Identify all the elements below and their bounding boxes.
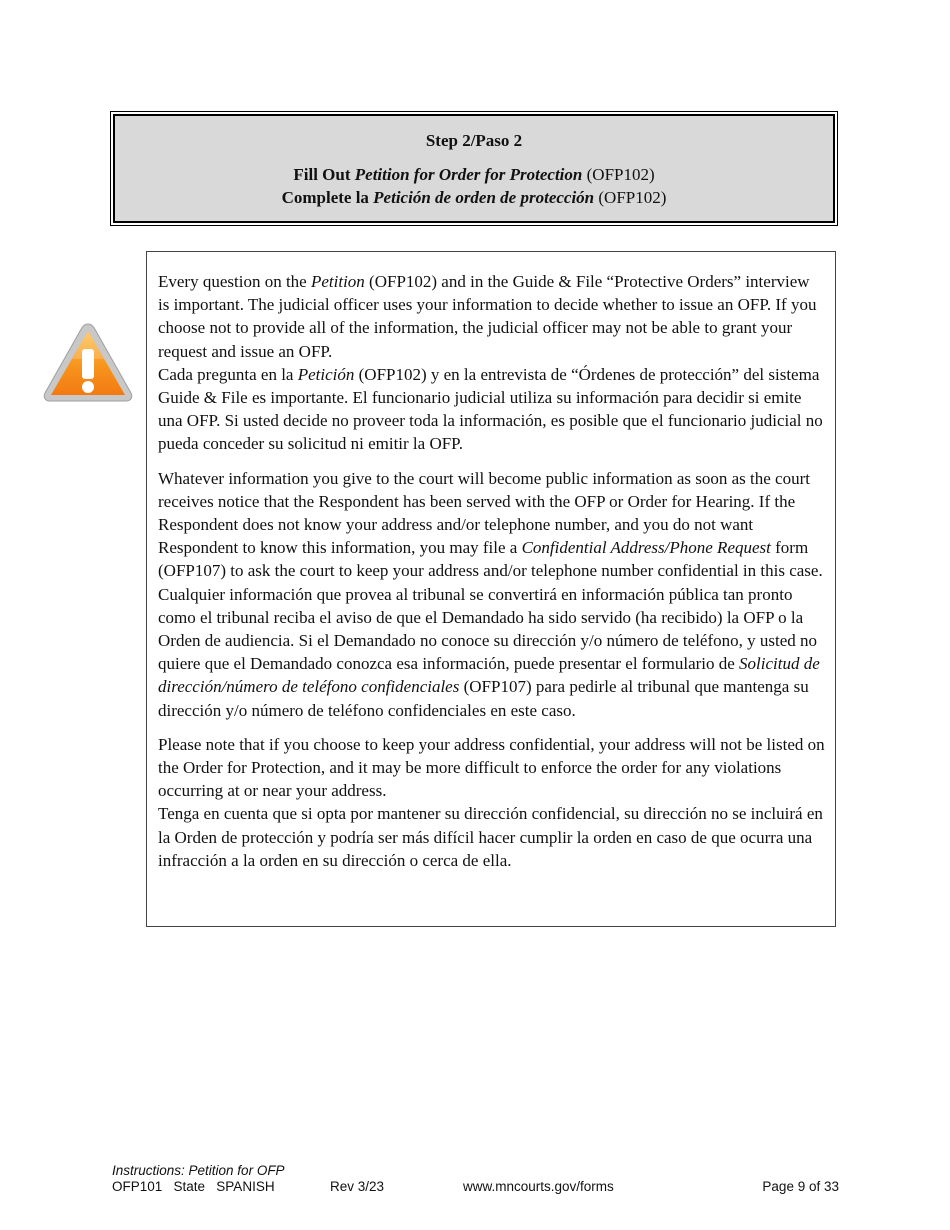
footer-revision: Rev 3/23	[330, 1179, 385, 1194]
step-line1-suffix: (OFP102)	[582, 165, 655, 184]
paragraph-english	[158, 733, 825, 803]
step-line1-prefix: Fill Out	[293, 165, 355, 184]
paragraph-english	[158, 467, 825, 583]
form-name-italic: Solicitud de dirección/número de teléfono confidenciales	[158, 654, 820, 697]
text-run: Please note that if you choose to keep your address confidential, your address will not be listed on the Order for Protection, and it may be more difficult to enforce the order for any violations occurring at or near your address.	[158, 734, 825, 801]
text-run: (OFP102) y en la entrevista de “Órdenes de protección” del sistema Guide & File es importante. El funcionario judicial utiliza su información para decidir si emite una OFP. Si usted decide no proveer toda la información, es posible que el funcionario judicial no pueda conceder su solicitud ni emitir la OFP.	[158, 364, 823, 454]
step-line2-prefix: Complete la	[281, 188, 374, 207]
paragraph-spanish	[158, 583, 825, 722]
text-run: Every question on the	[158, 272, 311, 291]
step-line2-suffix: (OFP102)	[594, 188, 667, 207]
step-title: Step 2/Paso 2	[425, 131, 523, 150]
footer-page-number: Page 9 of 33	[762, 1179, 839, 1194]
warning-triangle-icon	[42, 321, 134, 403]
step-header-box	[110, 111, 838, 226]
paragraph-list	[158, 270, 825, 872]
form-name-italic: Petición	[297, 364, 355, 384]
paragraph-block	[158, 733, 825, 872]
footer-form-code: OFP101 State SPANISH	[112, 1179, 275, 1194]
step-subtitle	[115, 163, 833, 209]
text-run: Tenga en cuenta que si opta por mantener su dirección confidencial, su dirección no se incluirá en la Orden de protección y podría ser más difícil hacer cumplir la orden en caso de que ocurra una infracción a la orden en su dirección o cerca de ella.	[158, 804, 823, 870]
text-run: Cada pregunta en la	[158, 364, 298, 384]
form-name-italic: Confidential Address/Phone Request	[521, 538, 771, 558]
text-run: Cualquier información que provea al tribunal se convertirá en información pública tan pronto como el tribunal reciba el aviso de que el Demandado ha sido servido (ha recibido) la OFP o la Orden de audiencia. Si el Demandado no conoce su dirección y/o número de teléfono, y usted no quiere que el Demandado conozca esa información, puede presentar el formulario de	[158, 584, 818, 674]
footer-doc-title: Instructions: Petition for OFP	[112, 1163, 285, 1178]
text-run: form (OFP107) to ask the court to keep your address and/or telephone number confidential in this case.	[158, 538, 823, 581]
footer-url[interactable]: www.mncourts.gov/forms	[463, 1179, 614, 1194]
form-name-italic: Petition	[310, 272, 365, 291]
text-run: (OFP102) and in the Guide & File “Protective Orders” interview is important. The judicial officer uses your information to decide whether to issue an OFP. If you choose not to provide all of the information, the judicial officer may not be able to grant your request and issue an OFP.	[158, 272, 817, 361]
page-footer	[112, 1163, 839, 1195]
step-line-english	[115, 163, 833, 186]
step-line1-form-name: Petition for Order for Protection	[354, 165, 583, 184]
paragraph-english	[158, 270, 825, 363]
paragraph-spanish	[158, 363, 825, 456]
step-header-inner	[113, 114, 835, 223]
paragraph-spanish	[158, 802, 825, 872]
footer-info-row	[112, 1179, 839, 1195]
paragraph-block	[158, 270, 825, 456]
text-run: Whatever information you give to the court will become public information as soon as the court receives notice that the Respondent has been served with the OFP or Order for Hearing. If the Respondent does not know your address and/or telephone number, and you do not want Respondent to know this information, you may file a	[158, 468, 810, 558]
paragraph-block	[158, 467, 825, 722]
text-run: (OFP107) para pedirle al tribunal que mantenga su dirección y/o número de teléfono confidenciales en este caso.	[158, 677, 809, 720]
instructions-content-box	[146, 251, 836, 927]
step-line2-form-name: Petición de orden de protección	[373, 188, 595, 207]
step-line-spanish	[115, 186, 833, 209]
